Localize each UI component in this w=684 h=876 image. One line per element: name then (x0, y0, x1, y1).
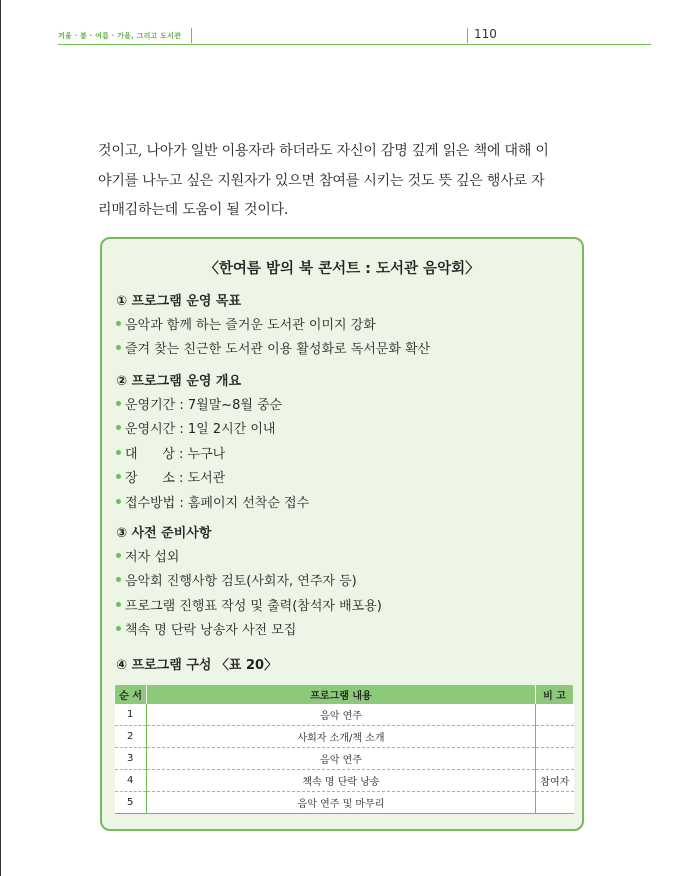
table-row (115, 726, 574, 748)
list-item (116, 338, 430, 362)
table-row (115, 748, 574, 770)
list-item (116, 595, 382, 619)
bullet-icon (116, 553, 121, 558)
bullet-icon (116, 425, 121, 430)
column-header: 순 서 (115, 685, 147, 704)
body-line: 것이고, 나아가 일반 이용자라 하더라도 자신이 감명 깊게 읽은 책에 대해 이 (98, 143, 549, 159)
header-divider (467, 28, 468, 43)
column-header: 비 고 (536, 685, 574, 704)
section-goals (116, 290, 430, 363)
table-cell: 4 (115, 770, 147, 792)
page-edge-line (0, 0, 1, 876)
section-title: ④ 프로그램 구성 〈표 20〉 (116, 658, 278, 673)
body-paragraph (98, 137, 590, 226)
list-item-text: 음악과 함께 하는 즐거운 도서관 이미지 강화 (125, 318, 376, 333)
page-number: 110 (474, 27, 497, 41)
program-table (114, 685, 574, 814)
table-cell (536, 748, 574, 770)
table-cell: 5 (115, 792, 147, 814)
table-cell: 음악 연주 (146, 748, 535, 770)
running-title: 겨울 · 봄 · 여름 · 가을, 그리고 도서관 (58, 32, 182, 40)
table-header-row (115, 685, 574, 704)
section-title: ③ 사전 준비사항 (116, 526, 212, 541)
list-item-text: 음악회 진행사항 검토(사회자, 연주자 등) (125, 574, 357, 590)
section-overview (116, 370, 309, 516)
list-item (116, 394, 309, 418)
bullet-icon (116, 602, 121, 607)
list-item-text: 운영기간 : 7월말~8월 중순 (125, 398, 283, 413)
body-line: 리매김하는데 도움이 될 것이다. (98, 202, 289, 218)
section-preparation (116, 522, 382, 644)
list-item-text: 운영시간 : 1일 2시간 이내 (125, 422, 276, 438)
section-title: ② 프로그램 운영 개요 (116, 374, 242, 389)
table-cell: 참여자 (536, 770, 574, 792)
bullet-icon (116, 321, 121, 326)
program-box (100, 237, 584, 831)
table-cell: 사회자 소개/책 소개 (146, 726, 535, 748)
table-cell: 2 (115, 726, 147, 748)
list-item-text: 프로그램 진행표 작성 및 출력(참석자 배포용) (125, 598, 382, 614)
section-title: ① 프로그램 운영 목표 (116, 294, 242, 309)
table-cell: 음악 연주 (146, 704, 535, 726)
list-item-text: 장 소 : 도서관 (125, 471, 226, 487)
table-cell: 책속 명 단락 낭송 (146, 770, 535, 792)
table-row (115, 792, 574, 814)
table-cell (536, 792, 574, 814)
table-cell (536, 704, 574, 726)
list-item (116, 467, 309, 491)
table-row (115, 704, 574, 726)
table-cell (536, 726, 574, 748)
list-item (116, 619, 382, 643)
list-item (116, 443, 309, 467)
list-item (116, 546, 382, 570)
table-cell: 음악 연주 및 마무리 (146, 792, 535, 814)
list-item-text: 저자 섭외 (125, 550, 180, 565)
bullet-icon (116, 626, 121, 631)
table-row (115, 770, 574, 792)
list-item (116, 314, 430, 338)
bullet-icon (116, 450, 121, 455)
section-composition (116, 654, 277, 678)
column-header: 프로그램 내용 (146, 685, 535, 704)
box-title: 〈한여름 밤의 북 콘서트 : 도서관 음악회〉 (204, 261, 480, 277)
list-item-text: 접수방법 : 홈페이지 선착순 접수 (125, 495, 310, 511)
bullet-icon (116, 577, 121, 582)
table-cell: 3 (115, 748, 147, 770)
bullet-icon (116, 474, 121, 479)
list-item-text: 대 상 : 누구나 (125, 446, 226, 462)
table-cell: 1 (115, 704, 147, 726)
list-item (116, 418, 309, 442)
list-item-text: 책속 명 단락 낭송자 사전 모집 (125, 623, 297, 639)
list-item (116, 492, 309, 516)
header-rule (58, 44, 651, 45)
list-item-text: 즐겨 찾는 친근한 도서관 이용 활성화로 독서문화 확산 (125, 342, 431, 358)
body-line: 야기를 나누고 싶은 지원자가 있으면 참여를 시키는 것도 뜻 깊은 행사로 자 (98, 172, 545, 189)
bullet-icon (116, 345, 121, 350)
header-divider (191, 28, 192, 43)
bullet-icon (116, 401, 121, 406)
list-item (116, 570, 382, 594)
bullet-icon (116, 499, 121, 504)
